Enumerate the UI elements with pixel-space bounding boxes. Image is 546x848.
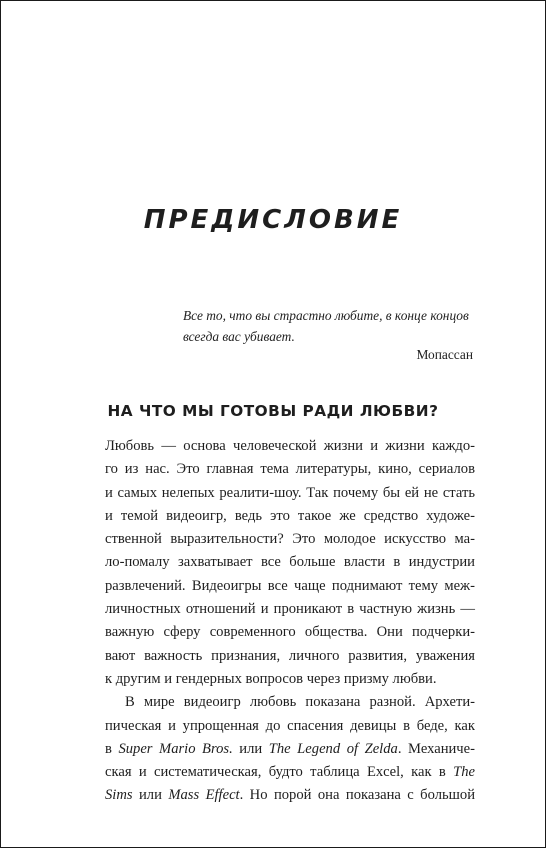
text-line: вают важность признания, личного развития, уважения: [105, 647, 475, 664]
text-run: или: [232, 740, 269, 757]
text-run: в: [105, 740, 119, 757]
game-title: Super Mario Bros.: [118, 740, 233, 757]
game-title: Sims: [105, 787, 133, 804]
text-line: [105, 761, 475, 784]
text-line: ственной выразительности? Это молодое искусство ма-: [105, 531, 475, 548]
text-line: к другим и гендерных вопросов через призму любви.: [105, 670, 437, 687]
text-line: личностных отношений и проникают в частную жизнь —: [105, 601, 475, 618]
text-line: [105, 738, 475, 761]
game-title: Mass Effect: [168, 787, 240, 804]
game-title: The: [453, 764, 475, 781]
text-line: и темой видеоигр, ведь это такое же средство художе-: [105, 507, 475, 524]
game-title: The Legend of Zelda: [268, 740, 398, 757]
text-line: [105, 784, 475, 807]
text-run: . Но порой она показана с большой: [239, 787, 475, 804]
text-line: пическая и упрощенная до спасения девицы в беде, как: [105, 717, 475, 734]
text-line: го из нас. Это главная тема литературы, кино, сериалов: [105, 461, 475, 478]
text-line: В мире видеоигр любовь показана разной. Архети-: [125, 694, 475, 711]
text-line: ло-помалу захватывает все больше власти в индустрии: [105, 554, 475, 571]
epigraph-line: всегда вас убивает.: [183, 329, 295, 344]
text-run: . Механиче-: [397, 740, 475, 757]
text-line: развлечений. Видеоигры все чаще поднимают тему меж-: [105, 577, 475, 594]
text-line: Любовь — основа человеческой жизни и жизни каждо-: [105, 438, 475, 454]
text-line: важную сферу современного общества. Они подчерки-: [105, 624, 475, 641]
body-text: [105, 435, 475, 808]
text-run: или: [132, 787, 169, 804]
section-heading: НА ЧТО МЫ ГОТОВЫ РАДИ ЛЮБВИ?: [107, 402, 439, 420]
chapter-title: ПРЕДИСЛОВИЕ: [143, 205, 403, 235]
epigraph-author: Мопассан: [416, 347, 473, 362]
text-run: ская и систематическая, будто таблица Excel, как в: [105, 764, 454, 781]
epigraph-line: Все то, что вы страстно любите, в конце концов: [183, 308, 469, 323]
epigraph: [183, 305, 473, 347]
text-line: и самых нелепых реалити-шоу. Так почему бы ей не стать: [105, 484, 475, 501]
